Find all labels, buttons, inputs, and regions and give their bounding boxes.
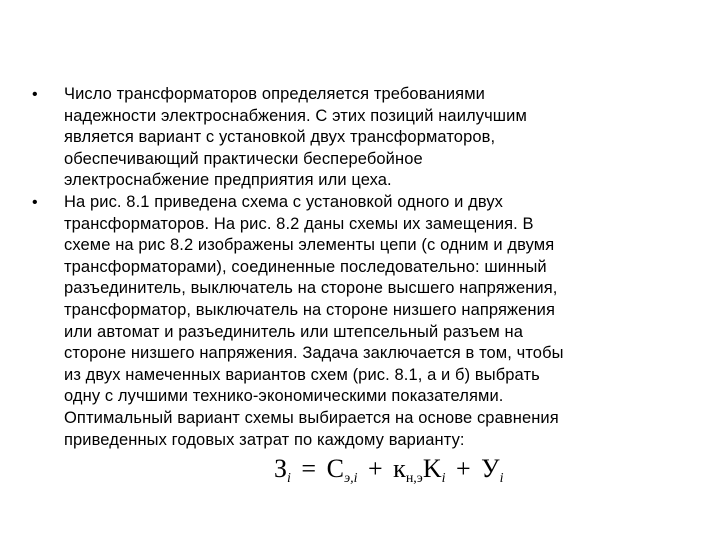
text-line: На рис. 8.1 приведена схема с установкой одного и двух (64, 192, 504, 211)
text-line: схеме на рис 8.2 изображены элементы цепи (с одним и двумя (64, 236, 555, 255)
formula-term2: к (393, 454, 406, 483)
bullet-text (64, 192, 682, 451)
formula-plus-2: + (456, 454, 471, 483)
text-line: Число трансформаторов определяется требованиями (64, 85, 485, 103)
formula-equals: = (301, 454, 317, 483)
text-line: из двух намеченных вариантов схем (рис. 8.1, а и б) выбрать (64, 365, 540, 384)
text-line: надежности электроснабжения. С этих позиций наилучшим (64, 106, 527, 125)
text-line: трансформатор, выключатель на стороне низшего напряжения (64, 300, 555, 319)
formula-term4: У (481, 454, 500, 483)
formula-plus-1: + (368, 454, 383, 483)
formula-term1-sub: э,i (343, 471, 358, 486)
text-line: стороне низшего напряжения. Задача заключается в том, чтобы (64, 344, 564, 363)
formula-term2-sub: н,э (405, 471, 423, 486)
formula-lhs: З (274, 454, 288, 483)
text-line: приведенных годовых затрат по каждому варианту: (64, 430, 465, 449)
text-line: или автомат и разъединитель или штепсельный разъем на (64, 322, 523, 341)
text-line: трансформаторов. На рис. 8.2 даны схемы их замещения. В (64, 214, 534, 233)
formula-term4-sub: i (499, 471, 504, 486)
formula-lhs-sub: i (287, 471, 291, 486)
cost-formula (274, 452, 503, 486)
formula-term3: K (422, 454, 442, 483)
text-line: обеспечивающий практически бесперебойное (64, 149, 423, 168)
bullet-item-1 (32, 84, 682, 192)
text-line: является вариант с установкой двух трансформаторов, (64, 128, 496, 147)
bullet-item-2 (32, 192, 682, 451)
text-line: разъединитель, выключатель на стороне высшего напряжения, (64, 279, 558, 298)
formula-term1: С (326, 454, 344, 483)
formula-term3-sub: i (441, 471, 446, 486)
text-line: одну с лучшими технико-экономическими показателями. (64, 387, 504, 406)
bullet-icon: • (32, 193, 38, 211)
bullet-icon: • (32, 86, 38, 103)
bullet-text (64, 84, 682, 192)
text-line: электроснабжение предприятия или цеха. (64, 171, 392, 190)
text-line: трансформаторами), соединенные последовательно: шинный (64, 257, 547, 276)
bullet-list (32, 84, 682, 451)
text-line: Оптимальный вариант схемы выбирается на основе сравнения (64, 408, 559, 427)
